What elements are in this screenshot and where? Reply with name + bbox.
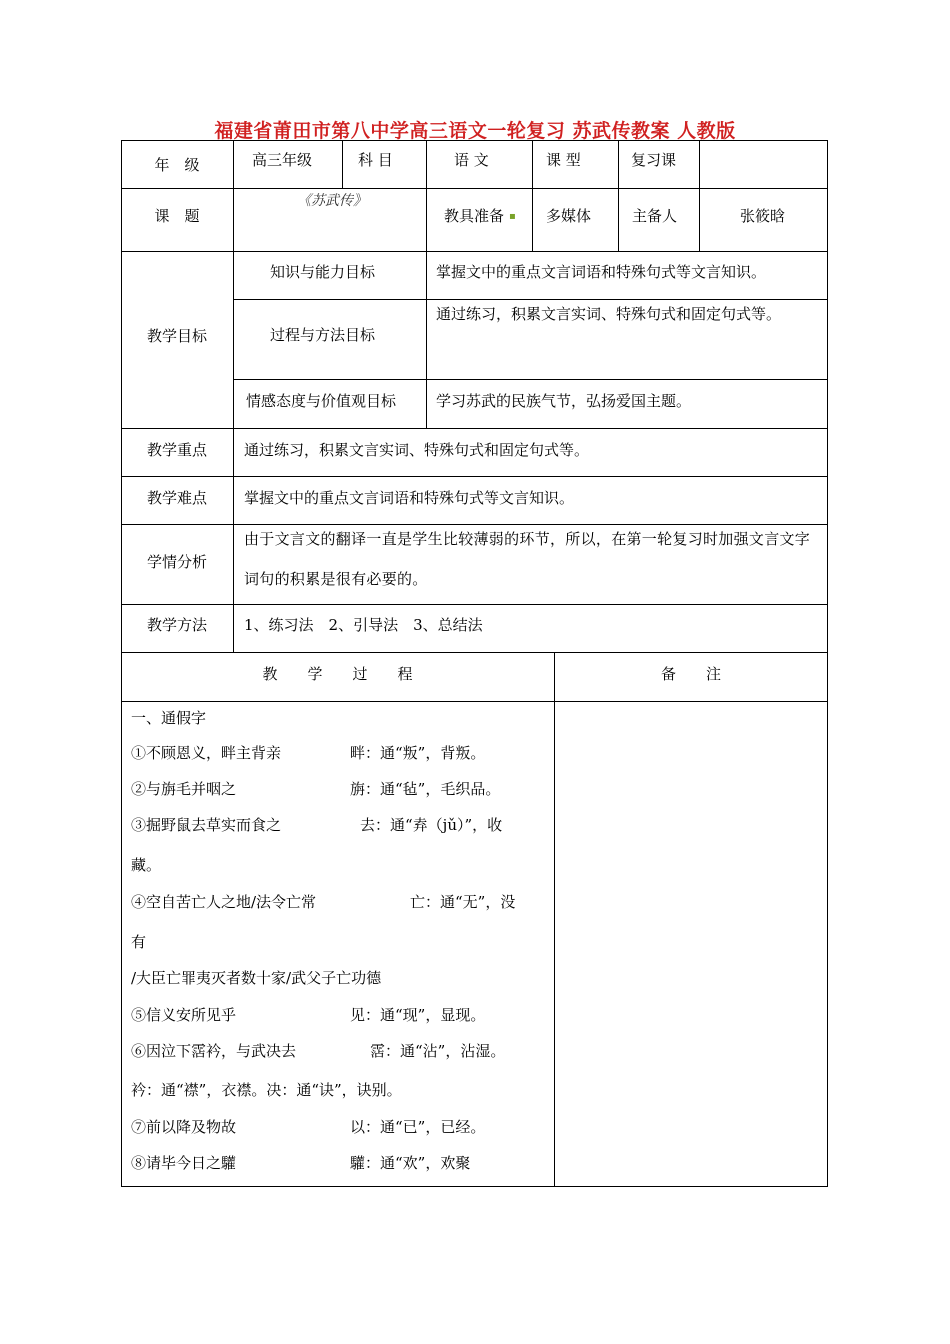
- list-item: 有: [131, 933, 147, 951]
- type-value: 复习课: [631, 151, 677, 169]
- subject-label: 科 目: [358, 151, 393, 169]
- list-item: 衿：通“襟”，衣襟。决：通“诀”，诀别。: [131, 1081, 402, 1099]
- section-heading: 一、通假字: [131, 709, 207, 727]
- topic-label: 课 题: [154, 207, 200, 225]
- list-item-note: 亡：通“无”，没: [410, 893, 516, 911]
- topic-value: 《苏武传》: [297, 193, 367, 209]
- list-item-note: 以：通“已”，已经。: [350, 1118, 486, 1136]
- difficulty-text: 掌握文中的重点文言词语和特殊句式等文言知识。: [244, 489, 575, 507]
- list-item: ⑧请毕今日之驩: [131, 1154, 237, 1172]
- type-label: 课 型: [546, 151, 581, 169]
- goal-knowledge-text: 掌握文中的重点文言词语和特殊句式等文言知识。: [436, 263, 767, 281]
- equipment-label: 教具准备: [444, 207, 505, 225]
- goal-process-name: 过程与方法目标: [270, 326, 376, 344]
- grade-label: 年 级: [154, 156, 200, 174]
- methods-label: 教学方法: [146, 616, 207, 634]
- list-item-note: 驩：通“欢”，欢聚: [350, 1154, 471, 1172]
- grade-value: 高三年级: [252, 151, 313, 169]
- list-item-note: 旃：通“毡”，毛织品。: [350, 780, 501, 798]
- list-item-note: 去：通“弆（jǔ）”，收: [360, 816, 503, 834]
- goal-knowledge-name: 知识与能力目标: [270, 263, 376, 281]
- subject-value: 语 文: [454, 151, 489, 169]
- goal-emotion-text: 学习苏武的民族气节，弘扬爱国主题。: [436, 392, 692, 410]
- notes-header: 备 注: [660, 665, 721, 683]
- list-item: ⑤信义安所见乎: [131, 1006, 237, 1024]
- list-item-note: 见：通“现”，显现。: [350, 1006, 486, 1024]
- list-item-note: 霑：通“沾”，沾湿。: [370, 1042, 506, 1060]
- equipment-value: 多媒体: [546, 207, 592, 225]
- list-item: ④空自苦亡人之地/法令亡常: [131, 893, 317, 911]
- process-header: 教 学 过 程: [262, 665, 413, 683]
- goals-label: 教学目标: [146, 327, 207, 345]
- difficulty-label: 教学难点: [146, 489, 207, 507]
- goal-emotion-name: 情感态度与价值观目标: [246, 392, 397, 410]
- stray-mark: ▪: [509, 211, 516, 222]
- methods-text: 1、练习法 2、引导法 3、总结法: [244, 616, 483, 634]
- page-title: 福建省莆田市第八中学高三语文一轮复习 苏武传教案 人教版: [214, 120, 736, 142]
- list-item: /大臣亡罪夷灭者数十家/武父子亡功德: [131, 969, 382, 987]
- analysis-text: 由于文言文的翻译一直是学生比较薄弱的环节，所以，在第一轮复习时加强文言文字词句的积累是很有必要的。: [244, 530, 811, 588]
- list-item: ③掘野鼠去草实而食之: [131, 816, 282, 834]
- focus-label: 教学重点: [146, 441, 207, 459]
- list-item: ⑥因泣下霑衿，与武决去: [131, 1042, 297, 1060]
- preparer-label: 主备人: [632, 207, 678, 225]
- list-item: ②与旃毛并咽之: [131, 780, 237, 798]
- goal-process-text: 通过练习，积累文言实词、特殊句式和固定句式等。: [436, 305, 782, 323]
- list-item: 藏。: [131, 856, 162, 874]
- analysis-label: 学情分析: [146, 553, 207, 571]
- preparer-value: 张筱晗: [740, 207, 786, 225]
- list-item: ①不顾恩义，畔主背亲: [131, 744, 282, 762]
- list-item: ⑦前以降及物故: [131, 1118, 237, 1136]
- focus-text: 通过练习，积累文言实词、特殊句式和固定句式等。: [244, 441, 590, 459]
- list-item-note: 畔：通“叛”，背叛。: [350, 744, 486, 762]
